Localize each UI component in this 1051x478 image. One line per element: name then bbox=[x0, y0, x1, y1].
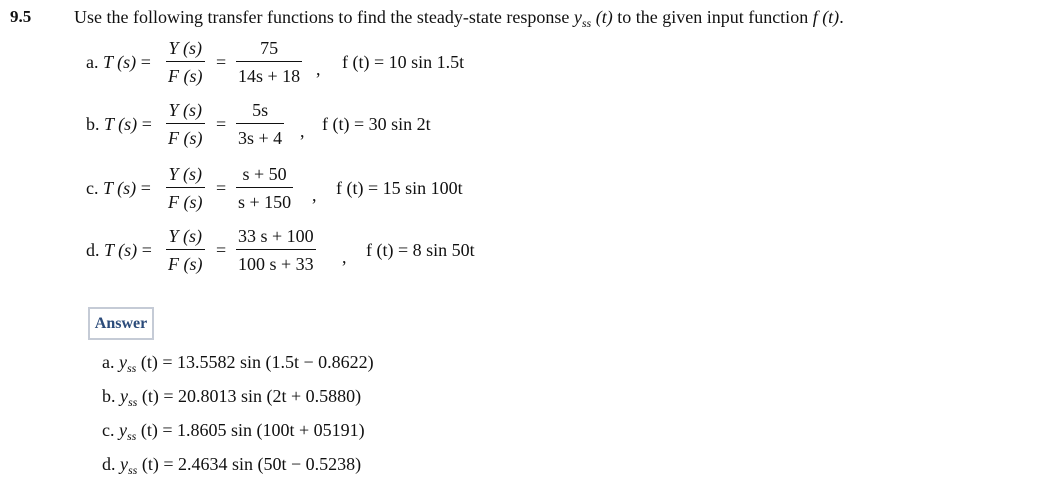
input-function-c: f (t) = 15 sin 100t bbox=[336, 178, 463, 198]
problem-statement: Use the following transfer functions to find the steady-state response $y_{ss}$ (t) to the given input function f (t). bbox=[74, 7, 844, 30]
answer-d: d. $y_{ss}$ (t) = 2.4634 sin (50t − 0.5238) bbox=[102, 454, 362, 477]
answer-b: b. $y_{ss}$ (t) = 20.8013 sin (2t + 0.5880) bbox=[102, 386, 362, 409]
input-function-a: f (t) = 10 sin 1.5t bbox=[342, 52, 465, 72]
input-function-b: f (t) = 30 sin 2t bbox=[322, 114, 431, 134]
answer-button[interactable]: Answer bbox=[88, 307, 154, 340]
answer-c: c. $y_{ss}$ (t) = 1.8605 sin (100t + 05191) bbox=[102, 420, 365, 443]
answer-a: a. $y_{ss}$ (t) = 13.5582 sin (1.5t − 0.8622) bbox=[102, 352, 374, 375]
problem-number: 9.5 bbox=[10, 7, 32, 26]
input-function-d: f (t) = 8 sin 50t bbox=[366, 240, 475, 260]
